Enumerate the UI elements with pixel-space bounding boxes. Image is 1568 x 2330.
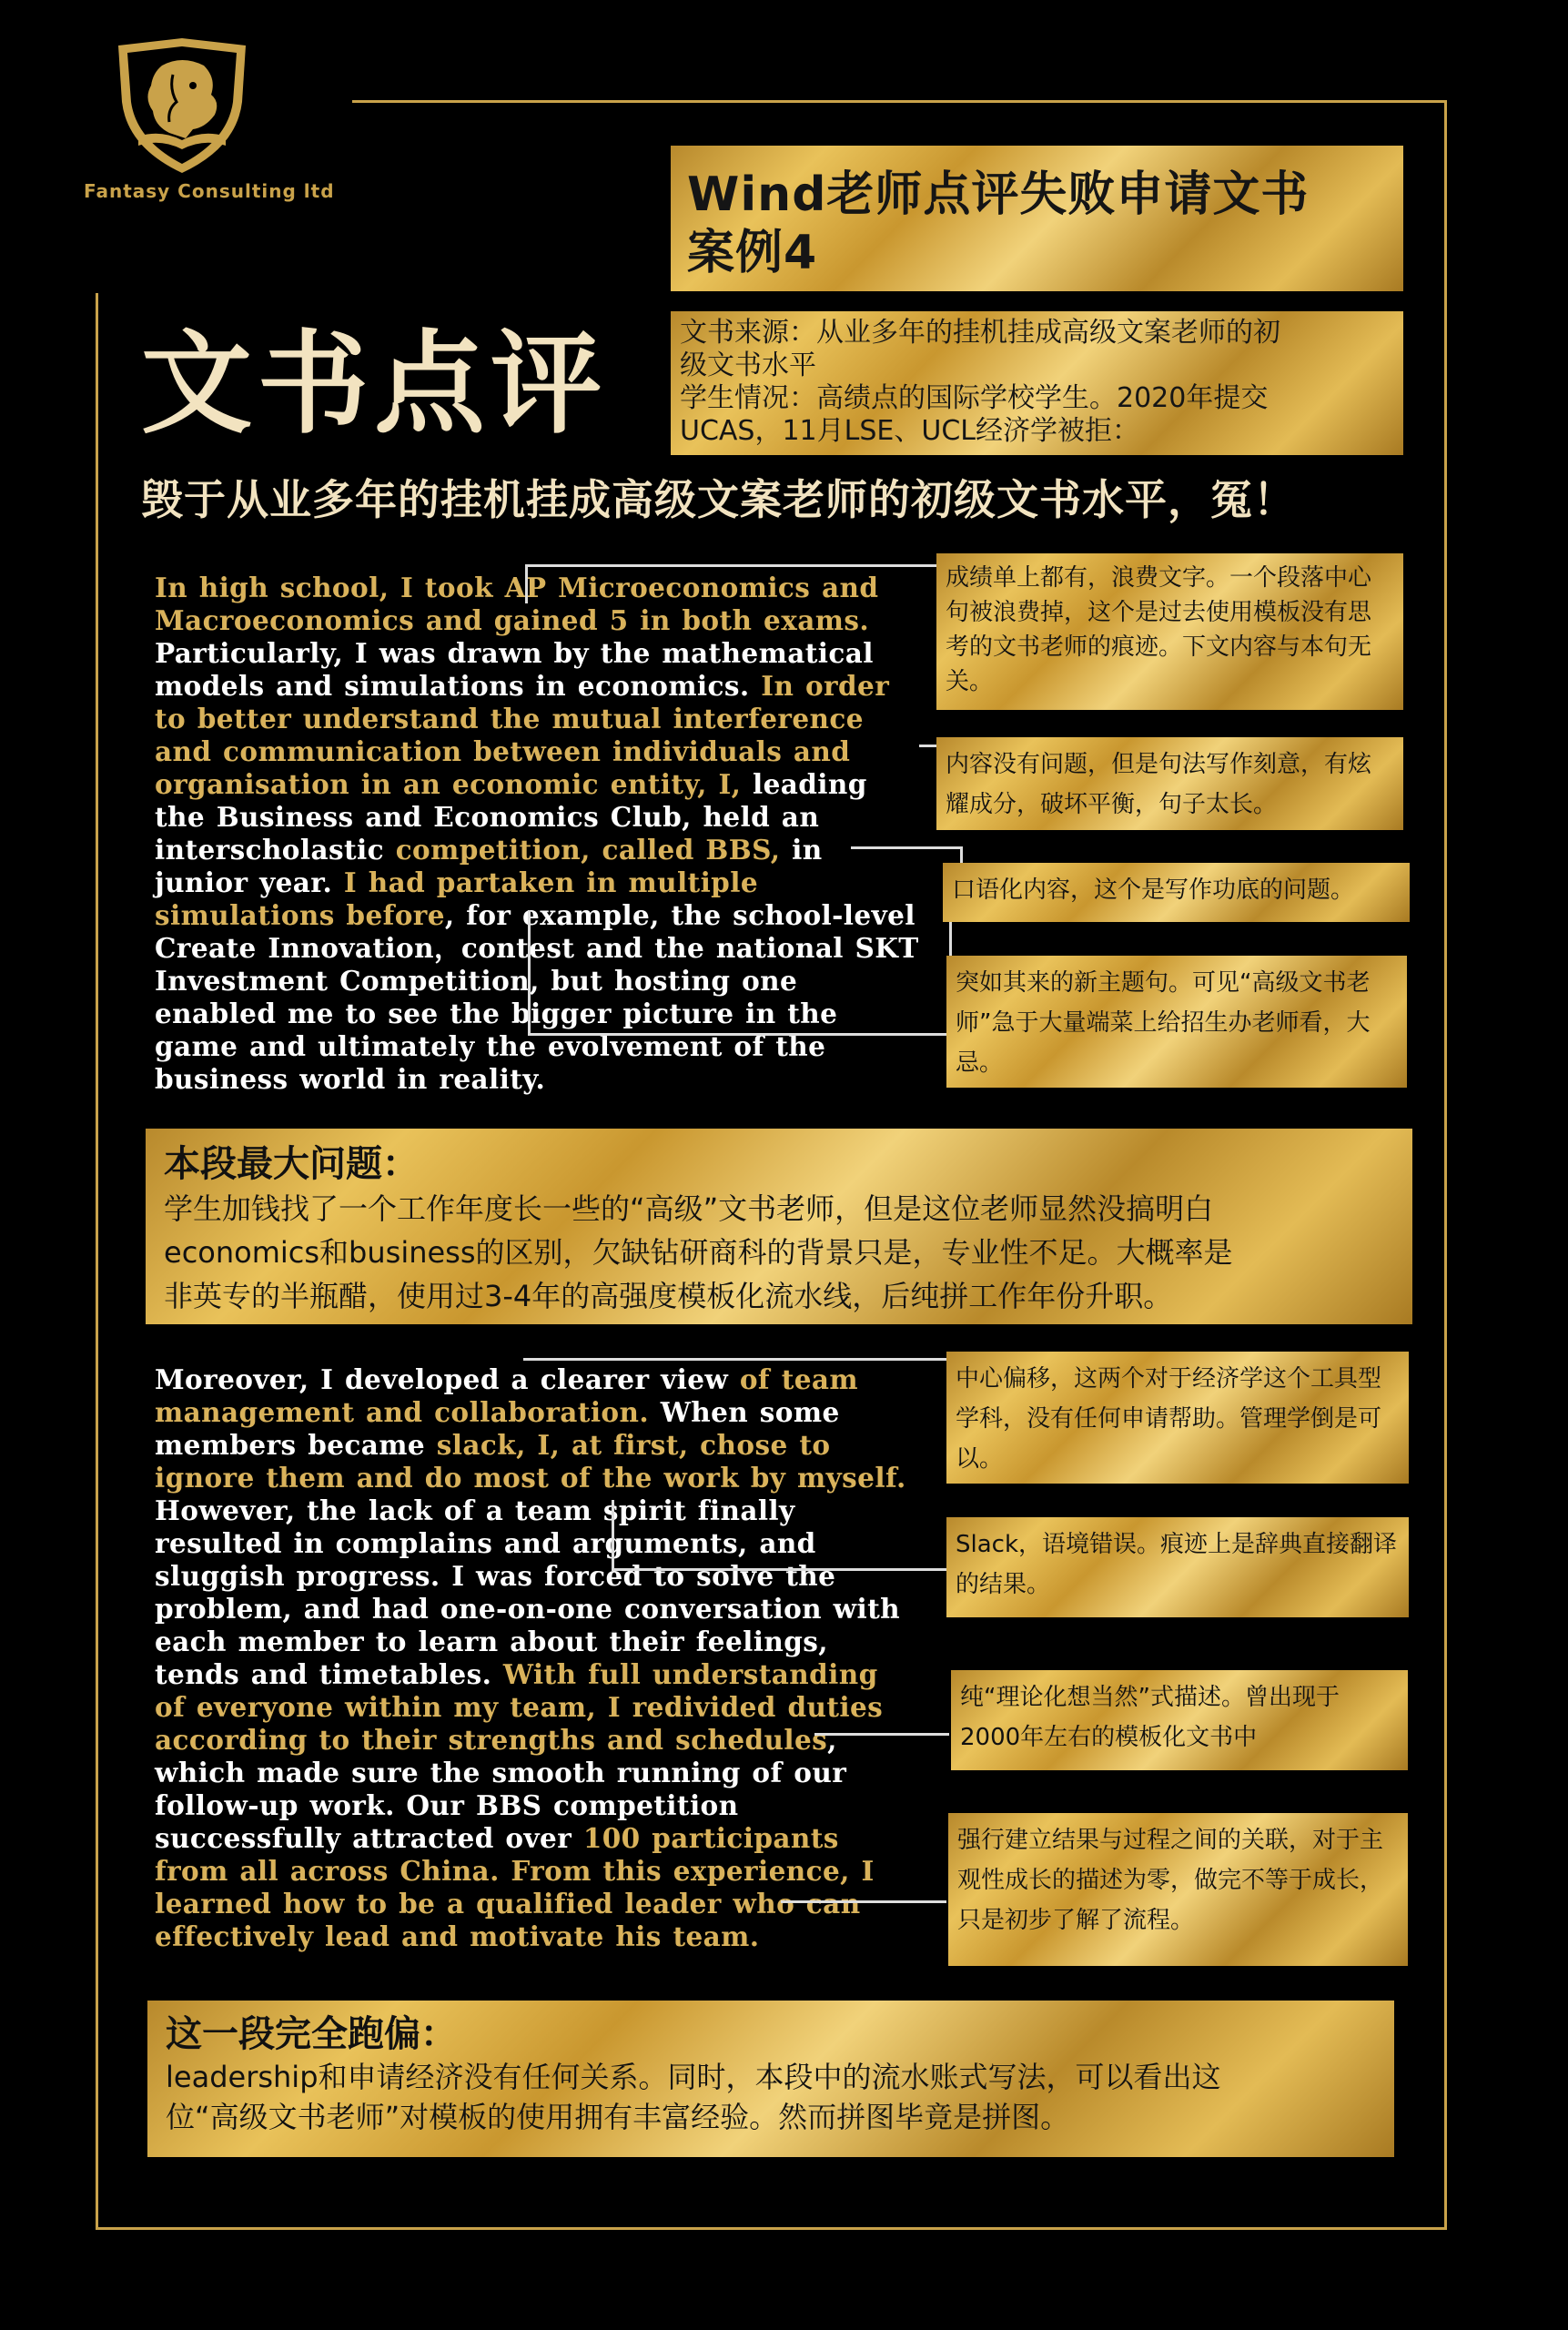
essay1-sentence-6: in junior year. <box>155 834 823 898</box>
student-line2: UCAS，11月LSE、UCL经济学被拒： <box>680 415 1139 447</box>
title-banner <box>671 146 1403 291</box>
connector-5 <box>523 1358 946 1361</box>
essay2-sentence-1: Moreover, I developed a clearer view <box>155 1363 729 1395</box>
essay2-sentence-3: When some members became <box>155 1396 840 1461</box>
comment-note-1: 成绩单上都有，浪费文字。一个段落中心句被浪费掉，这个是过去使用模板没有思考的文书老师的痕迹。下文内容与本句无关。 <box>936 553 1403 710</box>
problem1-line3: 非英专的半瓶醋，使用过3-4年的高强度模板化流水线，后纯拼工作年份升职。 <box>164 1279 1173 1313</box>
problem-box-1 <box>146 1129 1412 1324</box>
student-line1: 学生情况：高绩点的国际学校学生。2020年提交 <box>680 382 1269 414</box>
problem2-line2: 位“高级文书老师”对模板的使用拥有丰富经验。然而拼图毕竟是拼图。 <box>166 2100 1070 2134</box>
lion-shield-book-icon <box>109 38 255 175</box>
connector-4 <box>528 910 952 1036</box>
essay1-sentence-2: Particularly, I was drawn by the mathematical models and simulations in economics. <box>155 637 874 702</box>
subtitle: 毁于从业多年的挂机挂成高级文案老师的初级文书水平，冤！ <box>141 475 1296 524</box>
problem1-line1: 学生加钱找了一个工作年度长一些的“高级”文书老师，但是这位老师显然没搞明白 <box>164 1191 1214 1226</box>
frame-line-right <box>1444 100 1447 2227</box>
comment-note-3: 口语化内容，这个是写作功底的问题。 <box>943 863 1410 922</box>
connector-1 <box>525 564 939 603</box>
essay2-sentence-8: 100 participants from all across China. From this experience, I learned how to be a qualified leader who can effectively lead and motivate his team. <box>155 1822 875 1952</box>
essay1-sentence-8: , for example, the school-level Create Innovation，contest and the national SKT Investment Competition, but hosting one enabled me to see the bigger picture in the game and ultimately the evolvement of the business world in reality. <box>155 899 919 1095</box>
comment-note-7: 纯“理论化想当然”式描述。曾出现于2000年左右的模板化文书中 <box>951 1670 1408 1770</box>
comment-note-8: 强行建立结果与过程之间的关联，对于主观性成长的描述为零，做完不等于成长，只是初步了解了流程。 <box>948 1813 1408 1966</box>
essay2-sentence-2: of team management and collaboration. <box>155 1363 859 1428</box>
essay-paragraph-2 <box>155 1363 919 1953</box>
essay2-sentence-7: , which made sure the smooth running of our follow-up work. Our BBS competition successfully attracted over <box>155 1724 847 1854</box>
essay2-sentence-6: With full understanding of everyone within my team, I redivided duties according to their strengths and schedules <box>155 1658 884 1756</box>
comment-note-4: 突如其来的新主题句。可见“高级文书老师”急于大量端菜上给招生办老师看，大忌。 <box>946 956 1407 1088</box>
comment-note-6: Slack，语境错误。痕迹上是辞典直接翻译的结果。 <box>946 1517 1409 1617</box>
comment-note-5: 中心偏移，这两个对于经济学这个工具型学科，没有任何申请帮助。管理学倒是可以。 <box>946 1352 1409 1484</box>
frame-line-left <box>96 293 98 2230</box>
frame-line-top <box>352 100 1444 103</box>
title-line2: 案例4 <box>687 226 818 280</box>
comment-note-2: 内容没有问题，但是句法写作刻意，有炫耀成分，破坏平衡，句子太长。 <box>936 737 1403 830</box>
problem-box-2 <box>147 2001 1394 2157</box>
connector-2 <box>919 745 936 747</box>
problem1-heading: 本段最大问题： <box>164 1143 419 1185</box>
essay1-sentence-3: In order to better understand the mutual interference and communication between individuals and organisation in an economic entity, I, <box>155 670 890 800</box>
connector-8 <box>781 1900 946 1903</box>
essay1-sentence-7: I had partaken in multiple simulations before <box>155 866 758 931</box>
essay1-sentence-4: leading the Business and Economics Club, held an interscholastic <box>155 768 867 866</box>
problem2-line1: leadership和申请经济没有任何关系。同时，本段中的流水账式写法，可以看出这 <box>166 2060 1221 2094</box>
essay2-sentence-4: slack, I, at first, chose to ignore them and do most of the work by myself. <box>155 1429 906 1494</box>
essay2-sentence-5: However, the lack of a team spirit finally resulted in complains and arguments, and sluggish progress. I was forced to solve the problem, and had one-on-one conversation with each member to learn about their feelings, tends and timetables. <box>155 1494 900 1690</box>
connector-6 <box>612 1500 949 1571</box>
connector-7 <box>814 1733 949 1736</box>
problem2-heading: 这一段完全跑偏： <box>166 2013 457 2055</box>
title-line1: Wind老师点评失败申请文书 <box>687 167 1310 222</box>
frame-line-bottom <box>96 2227 1447 2230</box>
source-box <box>671 311 1403 455</box>
essay1-sentence-5: competition, called BBS, <box>395 834 781 866</box>
essay1-sentence-1: In high school, I took AP Microeconomics and Macroeconomics and gained 5 in both exams. <box>155 572 879 636</box>
big-heading: 文书点评 <box>141 319 607 449</box>
source-line1: 文书来源：从业多年的挂机挂成高级文案老师的初 <box>680 317 1280 349</box>
source-line2: 级文书水平 <box>680 350 816 381</box>
problem1-line2: economics和business的区别，欠缺钻研商科的背景只是，专业性不足。大概率是 <box>164 1235 1233 1270</box>
brand-name: Fantasy Consulting ltd <box>84 180 335 202</box>
